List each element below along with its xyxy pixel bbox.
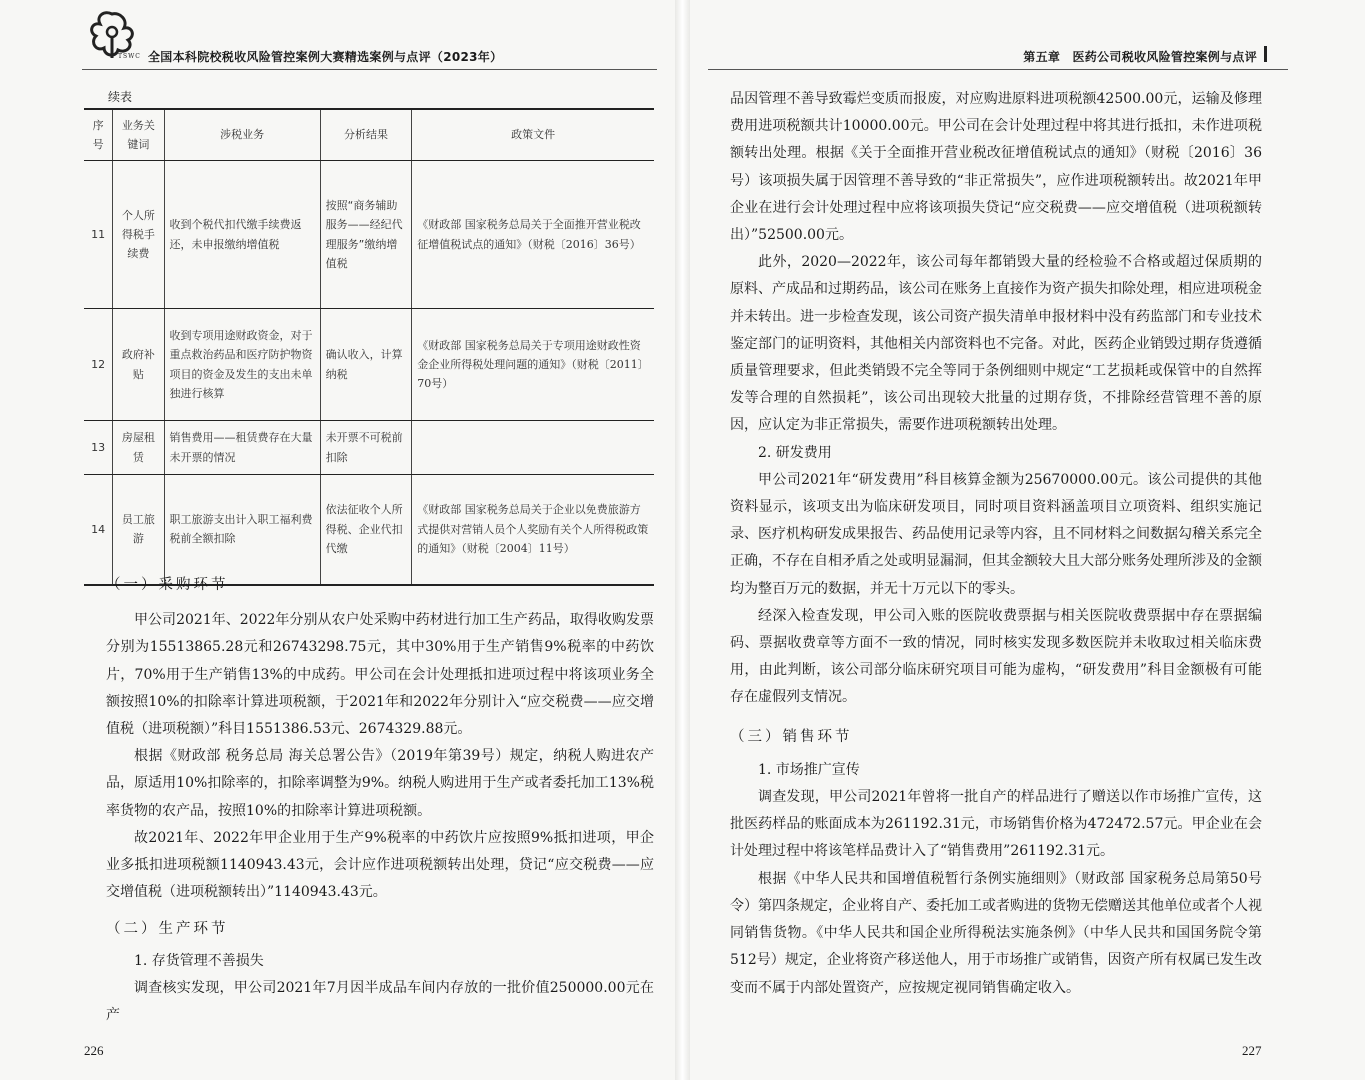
paragraph: 故2021年、2022年甲企业用于生产9%税率的中药饮片应按照9%抵扣进项，甲企业多抵扣进项税额1140943.43元，会计应作进项税额转出处理，贷记“应交税费——应交增值税（进项税额转出）”1140943.43元。 xyxy=(106,829,654,901)
row-num: 14 xyxy=(84,475,113,585)
header-bar xyxy=(1264,46,1267,62)
row-tax: 职工旅游支出计入职工福利费税前全额扣除 xyxy=(164,475,320,585)
header-num: 序号 xyxy=(84,109,113,161)
paragraph: 经深入检查发现，甲公司入账的医院收费票据与相关医院收费票据中存在票据编码、票据收费章等方面不一致的情况，同时核实发现多数医院并未收取过相关临床费用，由此判断，该公司部分临床研究项目可能为虚构，“研发费用”科目金额极有可能存在虚假列支情况。 xyxy=(730,607,1262,706)
row-policy xyxy=(412,421,654,475)
book-gutter xyxy=(675,0,690,1080)
page-number-right: 227 xyxy=(1242,1043,1262,1058)
row-tax: 收到个税代扣代缴手续费返还，未申报缴纳增值税 xyxy=(164,161,320,309)
left-body-text xyxy=(106,572,654,1029)
row-tax: 销售费用——租赁费存在大量未开票的情况 xyxy=(164,421,320,475)
paragraph: 品因管理不善导致霉烂变质而报废，对应购进原料进项税额42500.00元，运输及修理费用进项税额共计10000.00元。甲公司在会计处理过程中将其进行抵扣，未作进项税额转出处理。根据《关于全面推开营业税改征增值税试点的通知》（财税〔2016〕36号）该项损失属于因管理不善导致的“非正常损失”，应作进项税额转出。故2021年甲企业在进行会计处理过程中应将该项损失贷记“应交税费——应交增值税（进项税额转出）”52500.00元。 xyxy=(730,91,1262,244)
row-policy: 《财政部 国家税务总局关于专项用途财政性资金企业所得税处理问题的通知》（财税〔2011〕70号） xyxy=(412,309,654,421)
running-header-right: 第五章 医药公司税收风险管控案例与点评 xyxy=(1023,50,1257,64)
paragraph: 调查发现，甲公司2021年曾将一批自产的样品进行了赠送以作市场推广宣传，这批医药样品的账面成本为261192.31元，市场销售价格为472472.57元。甲企业在会计处理过程中将该笔样品费计入了“销售费用”261192.31元。 xyxy=(730,789,1262,860)
table-caption: 续表 xyxy=(108,90,133,104)
table-header-row xyxy=(84,109,654,161)
table-row xyxy=(84,161,654,309)
row-tax: 收到专项用途财政资金，对于重点救治药品和医疗防护物资项目的资金及发生的支出未单独进行核算 xyxy=(164,309,320,421)
row-result: 按照“商务辅助服务——经纪代理服务”缴纳增值税 xyxy=(320,161,412,309)
row-keyword: 房屋租赁 xyxy=(113,421,164,475)
right-body-text xyxy=(730,86,1262,1002)
subsection-title: 1. 市场推广宣传 xyxy=(758,761,860,778)
row-result: 确认收入，计算纳税 xyxy=(320,309,412,421)
continued-table xyxy=(84,108,654,586)
paragraph: 此外，2020—2022年，该公司每年都销毁大量的经检验不合格或超过保质期的原料、产成品和过期药品，该公司在账务上直接作为资产损失扣除处理，相应进项税金并未转出。进一步检查发现，该公司资产损失清单申报材料中没有药监部门和专业技术鉴定部门的证明资料，其他相关内部资料也不完备。对此，医药企业销毁过期存货遵循质量管理要求，但此类销毁不完全等同于条例细则中规定“工艺损耗或保管中的自然挥发等合理的自然损耗”，该公司出现较大批量的过期存货，不排除经营管理不善的原因，应认定为非正常损失，需要作进项税额转出处理。 xyxy=(730,254,1262,434)
table-row xyxy=(84,421,654,475)
row-policy: 《财政部 国家税务总局关于全面推开营业税改征增值税试点的通知》（财税〔2016〕36号） xyxy=(412,161,654,309)
header-policy-file: 政策文件 xyxy=(412,109,654,161)
running-header-left: 全国本科院校税收风险管控案例大赛精选案例与点评（2023年） xyxy=(148,50,503,64)
paragraph: 根据《财政部 税务总局 海关总署公告》（2019年第39号）规定，纳税人购进农产品，原适用10%扣除率的，扣除率调整为9%。纳税人购进用于生产或者委托加工13%税率货物的农产品，按照10%的扣除率计算进项税额。 xyxy=(106,748,654,819)
row-keyword: 个人所得税手续费 xyxy=(113,161,164,309)
table-row xyxy=(84,309,654,421)
logo-tag: TSWC xyxy=(118,53,141,60)
row-num: 12 xyxy=(84,309,113,421)
paragraph: 甲公司2021年、2022年分别从农户处采购中药材进行加工生产药品，取得收购发票分别为15513865.28元和26743298.75元，其中30%用于生产销售9%税率的中药饮片，70%用于生产销售13%的中成药。甲公司在会计处理抵扣进项过程中将该项业务全额按照10%的扣除率计算进项税额，于2021年和2022年分别计入“应交税费——应交增值税（进项税额）”科目1551386.53元、2674329.88元。 xyxy=(106,612,654,738)
table-row xyxy=(84,475,654,585)
paragraph: 调查核实发现，甲公司2021年7月因半成品车间内存放的一批价值250000.00元在产 xyxy=(106,979,654,1024)
header-tax-business: 涉税业务 xyxy=(164,109,320,161)
subsection-title: 1. 存货管理不善损失 xyxy=(134,952,264,969)
row-policy: 《财政部 国家税务总局关于企业以免费旅游方式提供对营销人员个人奖励有关个人所得税政策的通知》（财税〔2004〕11号） xyxy=(412,475,654,585)
header-keyword: 业务关键词 xyxy=(113,109,164,161)
header-analysis-result: 分析结果 xyxy=(320,109,412,161)
paragraph: 甲公司2021年“研发费用”科目核算金额为25670000.00元。该公司提供的其他资料显示，该项支出为临床研发项目，同时项目资料涵盖项目立项资料、组织实施记录、医疗机构研发成果报告、药品使用记录等内容，且不同材料之间数据勾稽关系完全正确，不存在自相矛盾之处或明显漏洞，但其金额较大且大部分账务处理所涉及的金额均为整百万元的数据，并无十万元以下的零头。 xyxy=(730,471,1262,597)
row-num: 13 xyxy=(84,421,113,475)
left-page xyxy=(0,0,675,1080)
right-page xyxy=(690,0,1365,1080)
header-rule xyxy=(708,69,1288,70)
page-number-left: 226 xyxy=(84,1043,104,1058)
row-num: 11 xyxy=(84,161,113,309)
paragraph: 根据《中华人民共和国增值税暂行条例实施细则》（财政部 国家税务总局第50号令）第四条规定，企业将自产、委托加工或者购进的货物无偿赠送其他单位或者个人视同销售货物。《中华人民共和国企业所得税法实施条例》（中华人民共和国国务院令第512号）规定，企业将资产移送他人，用于市场推广或销售，因资产所有权属已发生改变而不属于内部处置资产，应按规定视同销售确定收入。 xyxy=(730,870,1262,996)
row-result: 未开票不可税前扣除 xyxy=(320,421,412,475)
row-result: 依法征收个人所得税、企业代扣代缴 xyxy=(320,475,412,585)
section-title-procurement: （一）采购环节 xyxy=(106,577,229,593)
row-keyword: 政府补贴 xyxy=(113,309,164,421)
row-keyword: 员工旅游 xyxy=(113,475,164,585)
section-title-sales: （三）销售环节 xyxy=(730,728,853,745)
subsection-title: 2. 研发费用 xyxy=(758,444,832,461)
section-title-production: （二）生产环节 xyxy=(106,921,229,938)
header-rule xyxy=(82,69,657,70)
